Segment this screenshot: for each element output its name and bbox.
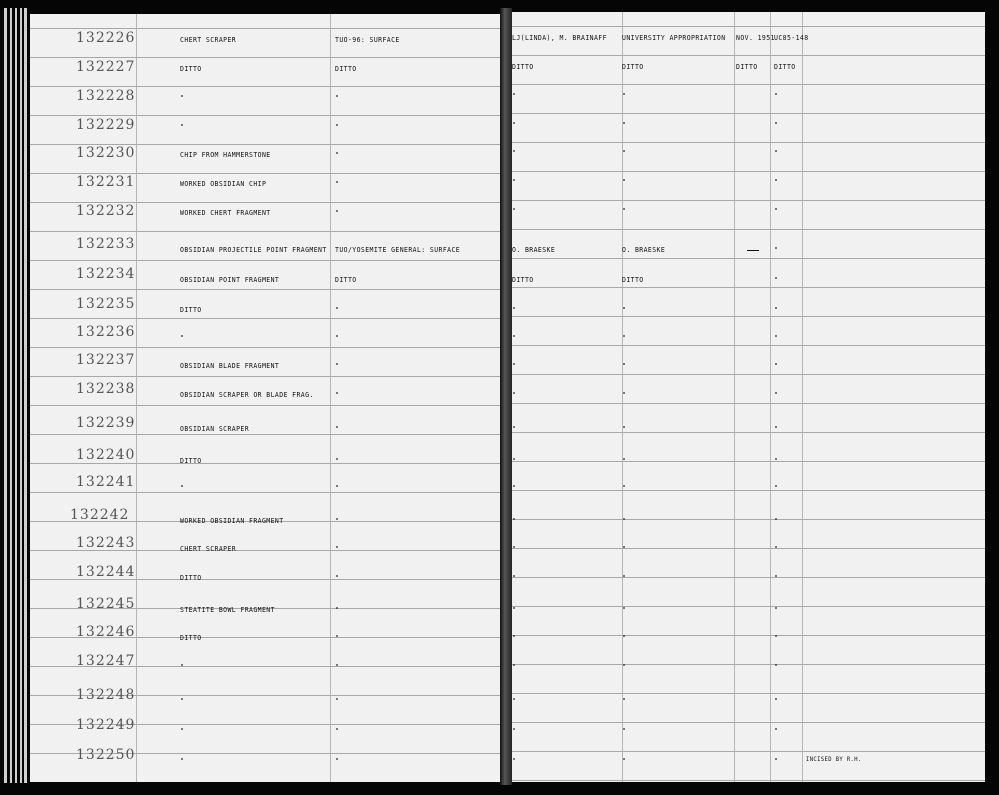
site-locality: "	[335, 93, 340, 103]
ledger-rule	[30, 463, 505, 464]
catalog-number: 132241	[76, 474, 136, 490]
collector-name: "	[512, 305, 517, 315]
site-locality: "	[335, 696, 340, 706]
ledger-rule	[512, 548, 985, 549]
accession-number: "	[774, 120, 779, 130]
ledger-rule	[512, 229, 985, 230]
acquisition-source: "	[622, 120, 627, 130]
ledger-rule	[512, 316, 985, 317]
collector-name: "	[512, 390, 517, 400]
acquisition-source: "	[622, 424, 627, 434]
acquisition-source: "	[622, 633, 627, 643]
object-description: DITTO	[180, 573, 202, 583]
acquisition-source: UNIVERSITY APPROPRIATION	[622, 33, 726, 43]
collector-name: "	[512, 696, 517, 706]
column-rule	[802, 12, 803, 782]
collector-name: "	[512, 516, 517, 526]
acquisition-source: "	[622, 605, 627, 615]
catalog-number: 132248	[76, 687, 136, 703]
object-description: STEATITE BOWL FRAGMENT	[180, 605, 275, 615]
site-locality: "	[335, 756, 340, 766]
collector-name: "	[512, 662, 517, 672]
ledger-rule	[30, 115, 505, 116]
catalog-number: 132242	[70, 507, 130, 523]
ledger-rule	[30, 434, 505, 435]
site-locality: DITTO	[335, 64, 357, 74]
collector-name: "	[512, 456, 517, 466]
site-locality: "	[335, 605, 340, 615]
page-edge	[20, 8, 22, 783]
object-description: "	[180, 662, 185, 672]
site-locality: "	[335, 122, 340, 132]
accession-number: "	[774, 483, 779, 493]
catalog-number: 132232	[76, 203, 136, 219]
object-description: OBSIDIAN SCRAPER	[180, 424, 250, 434]
object-description: DITTO	[180, 305, 202, 315]
page-edge	[24, 8, 27, 783]
collector-name: "	[512, 544, 517, 554]
collector-name: "	[512, 361, 517, 371]
ledger-rule	[512, 693, 985, 694]
acquisition-source: "	[622, 726, 627, 736]
object-description: CHIP FROM HAMMERSTONE	[180, 150, 271, 160]
site-locality: "	[335, 483, 340, 493]
accession-number: "	[774, 516, 779, 526]
object-description: WORKED CHERT FRAGMENT	[180, 208, 271, 218]
collector-name: "	[512, 726, 517, 736]
collector-name: "	[512, 206, 517, 216]
acquisition-date: DITTO	[736, 62, 758, 72]
site-locality: "	[335, 456, 340, 466]
accession-number: "	[774, 390, 779, 400]
ledger-rule	[512, 635, 985, 636]
accession-number: "	[774, 633, 779, 643]
acquisition-source: "	[622, 177, 627, 187]
ledger-rule	[512, 461, 985, 462]
object-description: "	[180, 122, 185, 132]
ledger-rule	[512, 519, 985, 520]
accession-number: "	[774, 696, 779, 706]
acquisition-date: NOV. 1951	[736, 33, 775, 43]
ledger-rule	[512, 258, 985, 259]
ledger-rule	[30, 28, 505, 29]
acquisition-source: "	[622, 305, 627, 315]
ledger-rule	[30, 492, 505, 493]
collector-name: DITTO	[512, 275, 534, 285]
ledger-rule	[30, 318, 505, 319]
accession-number: "	[774, 662, 779, 672]
accession-number: "	[774, 424, 779, 434]
accession-number: "	[774, 245, 779, 255]
site-locality: "	[335, 516, 340, 526]
collector-name: "	[512, 148, 517, 158]
catalog-number: 132238	[76, 381, 136, 397]
accession-number: "	[774, 305, 779, 315]
acquisition-source: "	[622, 662, 627, 672]
object-description: "	[180, 726, 185, 736]
remark-note: INCISED BY R.H.	[806, 756, 862, 764]
catalog-number: 132227	[76, 59, 136, 75]
accession-number: "	[774, 148, 779, 158]
accession-number: "	[774, 361, 779, 371]
catalog-number: 132246	[76, 624, 136, 640]
ledger-rule	[30, 57, 505, 58]
ledger-rule	[30, 289, 505, 290]
collector-name: "	[512, 120, 517, 130]
ledger-rule	[30, 86, 505, 87]
acquisition-source: "	[622, 333, 627, 343]
catalog-number: 132229	[76, 117, 136, 133]
ledger-rule	[512, 287, 985, 288]
object-description: "	[180, 483, 185, 493]
site-locality: "	[335, 208, 340, 218]
accession-number: "	[774, 726, 779, 736]
collector-name: O. BRAESKE	[512, 245, 556, 255]
ledger-rule	[512, 780, 985, 781]
object-description: "	[180, 756, 185, 766]
catalog-number: 132228	[76, 88, 136, 104]
collector-name: "	[512, 605, 517, 615]
ledger-rule	[512, 432, 985, 433]
collector-name: "	[512, 756, 517, 766]
catalog-number: 132230	[76, 145, 136, 161]
ledger-rule	[512, 403, 985, 404]
page-edge	[10, 8, 12, 783]
collector-name: LJ(LINDA), M. BRAINAFF	[512, 33, 607, 43]
book-gutter	[500, 8, 512, 785]
accession-number: "	[774, 756, 779, 766]
catalog-number: 132245	[76, 596, 136, 612]
acquisition-source: "	[622, 206, 627, 216]
ledger-rule	[512, 113, 985, 114]
site-locality: "	[335, 361, 340, 371]
accession-number: "	[774, 177, 779, 187]
catalog-number: 132234	[76, 266, 136, 282]
collector-name: "	[512, 573, 517, 583]
catalog-number: 132249	[76, 717, 136, 733]
page-edge	[15, 8, 17, 783]
site-locality: "	[335, 179, 340, 189]
acquisition-source: "	[622, 516, 627, 526]
acquisition-source: "	[622, 91, 627, 101]
ledger-rule	[512, 345, 985, 346]
object-description: DITTO	[180, 64, 202, 74]
accession-number: DITTO	[774, 62, 796, 72]
ledger-rule	[512, 374, 985, 375]
object-description: DITTO	[180, 633, 202, 643]
acquisition-source: "	[622, 544, 627, 554]
acquisition-source: "	[622, 390, 627, 400]
acquisition-source: "	[622, 483, 627, 493]
ledger-rule	[512, 200, 985, 201]
ledger-rule	[512, 606, 985, 607]
accession-number: "	[774, 206, 779, 216]
collector-name: "	[512, 91, 517, 101]
ledger-rule	[512, 142, 985, 143]
catalog-number: 132237	[76, 352, 136, 368]
site-locality: "	[335, 424, 340, 434]
ledger-rule	[30, 405, 505, 406]
site-locality: "	[335, 662, 340, 672]
accession-number: "	[774, 544, 779, 554]
catalog-number: 132235	[76, 296, 136, 312]
catalog-number: 132233	[76, 236, 136, 252]
catalog-number: 132239	[76, 415, 136, 431]
acquisition-source: "	[622, 456, 627, 466]
ledger-rule	[512, 722, 985, 723]
object-description: "	[180, 696, 185, 706]
ledger-rule	[512, 664, 985, 665]
site-locality: "	[335, 573, 340, 583]
site-locality: "	[335, 390, 340, 400]
catalog-number: 132243	[76, 535, 136, 551]
site-locality: "	[335, 305, 340, 315]
object-description: OBSIDIAN BLADE FRAGMENT	[180, 361, 280, 371]
acquisition-source: "	[622, 148, 627, 158]
acquisition-source: O. BRAESKE	[622, 245, 666, 255]
ledger-rule	[512, 490, 985, 491]
ledger-rule	[30, 376, 505, 377]
acquisition-source: "	[622, 756, 627, 766]
ledger-rule	[512, 751, 985, 752]
catalog-number: 132240	[76, 447, 136, 463]
accession-number: "	[774, 456, 779, 466]
accession-number: "	[774, 573, 779, 583]
site-locality: "	[335, 150, 340, 160]
catalog-number: 132236	[76, 324, 136, 340]
site-locality: TUO/YOSEMITE GENERAL: SURFACE	[335, 245, 461, 255]
ledger-rule	[30, 231, 505, 232]
page-edge	[4, 8, 7, 783]
object-description: "	[180, 93, 185, 103]
accession-number: "	[774, 605, 779, 615]
object-description: OBSIDIAN SCRAPER OR BLADE FRAG.	[180, 390, 314, 400]
acquisition-source: "	[622, 696, 627, 706]
accession-number: "	[774, 275, 779, 285]
column-rule	[770, 12, 771, 782]
site-locality: "	[335, 726, 340, 736]
column-rule	[734, 12, 735, 782]
acquisition-source: "	[622, 361, 627, 371]
site-locality: TUO-96: SURFACE	[335, 35, 400, 45]
catalog-number: 132231	[76, 174, 136, 190]
object-description: DITTO	[180, 456, 202, 466]
collector-name: "	[512, 633, 517, 643]
ledger-rule	[512, 26, 985, 27]
collector-name: "	[512, 333, 517, 343]
ledger-rule	[512, 84, 985, 85]
ledger-rule	[512, 577, 985, 578]
object-description: CHERT SCRAPER	[180, 544, 237, 554]
right-ledger-page	[512, 12, 985, 782]
object-description: OBSIDIAN POINT FRAGMENT	[180, 275, 280, 285]
acquisition-source: DITTO	[622, 275, 644, 285]
left-ledger-page	[30, 14, 505, 782]
catalog-number: 132226	[76, 30, 136, 46]
site-locality: "	[335, 333, 340, 343]
object-description: OBSIDIAN PROJECTILE POINT FRAGMENT	[180, 245, 327, 255]
acquisition-source: DITTO	[622, 62, 644, 72]
catalog-number: 132247	[76, 653, 136, 669]
object-description: CHERT SCRAPER	[180, 35, 237, 45]
collector-name: "	[512, 483, 517, 493]
ledger-rule	[30, 347, 505, 348]
site-locality: DITTO	[335, 275, 357, 285]
collector-name: "	[512, 424, 517, 434]
date-dash-mark	[747, 250, 759, 251]
collector-name: DITTO	[512, 62, 534, 72]
accession-number: "	[774, 333, 779, 343]
site-locality: "	[335, 544, 340, 554]
accession-number: "	[774, 91, 779, 101]
collector-name: "	[512, 177, 517, 187]
catalog-number: 132244	[76, 564, 136, 580]
object-description: "	[180, 333, 185, 343]
ledger-rule	[512, 171, 985, 172]
acquisition-source: "	[622, 573, 627, 583]
object-description: WORKED OBSIDIAN FRAGMENT	[180, 516, 284, 526]
ledger-rule	[512, 55, 985, 56]
site-locality: "	[335, 633, 340, 643]
object-description: WORKED OBSIDIAN CHIP	[180, 179, 267, 189]
ledger-rule	[30, 260, 505, 261]
catalog-number: 132250	[76, 747, 136, 763]
accession-number: UC85-148	[774, 33, 809, 43]
